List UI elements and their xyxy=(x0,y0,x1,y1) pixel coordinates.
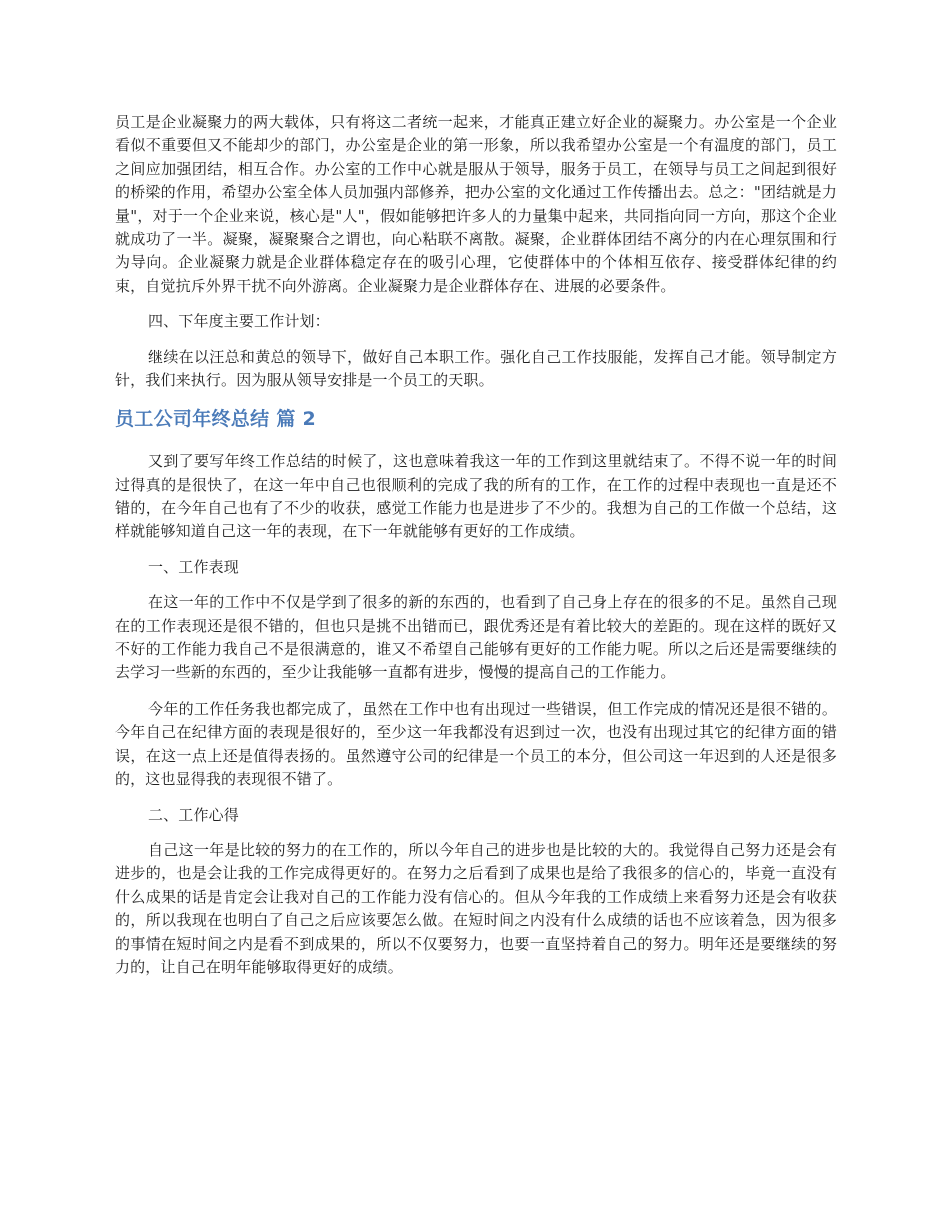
section-heading-work-performance: 一、工作表现 xyxy=(148,557,239,576)
paragraph-tasks: 今年的工作任务我也都完成了，虽然在工作中也有出现过一些错误，但工作完成的情况还是很不错的。今年自己在纪律方面的表现是很好的，至少这一年我都没有迟到过一次，也没有出现过其它的纪律方面的错误，在这一点上还是值得表扬的。虽然遵守公司的纪律是一个员工的本分，但公司这一年迟到的人还是很多的，这也显得我的表现很不错了。 xyxy=(115,699,837,789)
paragraph-performance: 在这一年的工作中不仅是学到了很多的新的东西的，也看到了自己身上存在的很多的不足。虽然自己现在的工作表现还是很不错的，但也只是挑不出错而已，跟优秀还是有着比较大的差距的。现在这样的既好又不好的工作能力我自己不是很满意的，谁又不希望自己能够有更好的工作能力呢。所以之后还是需要继续的去学习一些新的东西的，至少让我能够一直都有进步，慢慢的提高自己的工作能力。 xyxy=(115,593,837,682)
paragraph-intro: 又到了要写年终工作总结的时候了，这也意味着我这一年的工作到这里就结束了。不得不说一年的时间过得真的是很快了，在这一年中自己也很顺利的完成了我的所有的工作，在工作的过程中表现也一直是还不错的，在今年自己也有了不少的收获，感觉工作能力也是进步了不少的。我想为自己的工作做一个总结，这样就能够知道自己这一年的表现，在下一年就能够有更好的工作成绩。 xyxy=(115,452,837,541)
article-title: 员工公司年终总结 篇 2 xyxy=(115,408,317,431)
section-heading-work-insights: 二、工作心得 xyxy=(148,805,239,824)
paragraph-insights: 自己这一年是比较的努力的在工作的，所以今年自己的进步也是比较的大的。我觉得自己努力还是会有进步的，也是会让我的工作完成得更好的。在努力之后看到了成果也是给了我很多的信心的，毕竟一直没有什么成果的话是肯定会让我对自己的工作能力没有信心的。但从今年我的工作成绩上来看努力还是会有收获的，所以我现在也明白了自己之后应该要怎么做。在短时间之内没有什么成绩的话也不应该着急，因为很多的事情在短时间之内是看不到成果的，所以不仅要努力，也要一直坚持着自己的努力。明年还是要继续的努力的，让自己在明年能够取得更好的成绩。 xyxy=(115,840,837,976)
paragraph-plan: 继续在以汪总和黄总的领导下，做好自己本职工作。强化自己工作技服能，发挥自己才能。领导制定方针，我们来执行。因为服从领导安排是一个员工的天职。 xyxy=(115,347,837,390)
document-page xyxy=(115,111,837,979)
paragraph-cohesion: 员工是企业凝聚力的两大载体，只有将这二者统一起来，才能真正建立好企业的凝聚力。办公室是一个企业看似不重要但又不能却少的部门，办公室是企业的第一形象，所以我希望办公室是一个有温度的部门，员工之间应加强团结，相互合作。办公室的工作中心就是服从于领导，服务于员工，在领导与员工之间起到很好的桥梁的作用，希望办公室全体人员加强内部修养，把办公室的文化通过工作传播出去。总之："团结就是力量"，对于一个企业来说，核心是"人"，假如能够把许多人的力量集中起来，共同指向同一方向，那这个企业就成功了一半。凝聚，凝聚聚合之谓也，向心粘联不离散。凝聚，企业群体团结不离分的内在心理氛围和行为导向。企业凝聚力就是企业群体稳定存在的吸引心理，它使群体中的个体相互依存、接受群体纪律的约束，自觉抗斥外界干扰不向外游离。企业凝聚力是企业群体存在、进展的必要条件。 xyxy=(115,113,837,295)
section-heading-next-year-plan: 四、下年度主要工作计划： xyxy=(148,312,330,331)
